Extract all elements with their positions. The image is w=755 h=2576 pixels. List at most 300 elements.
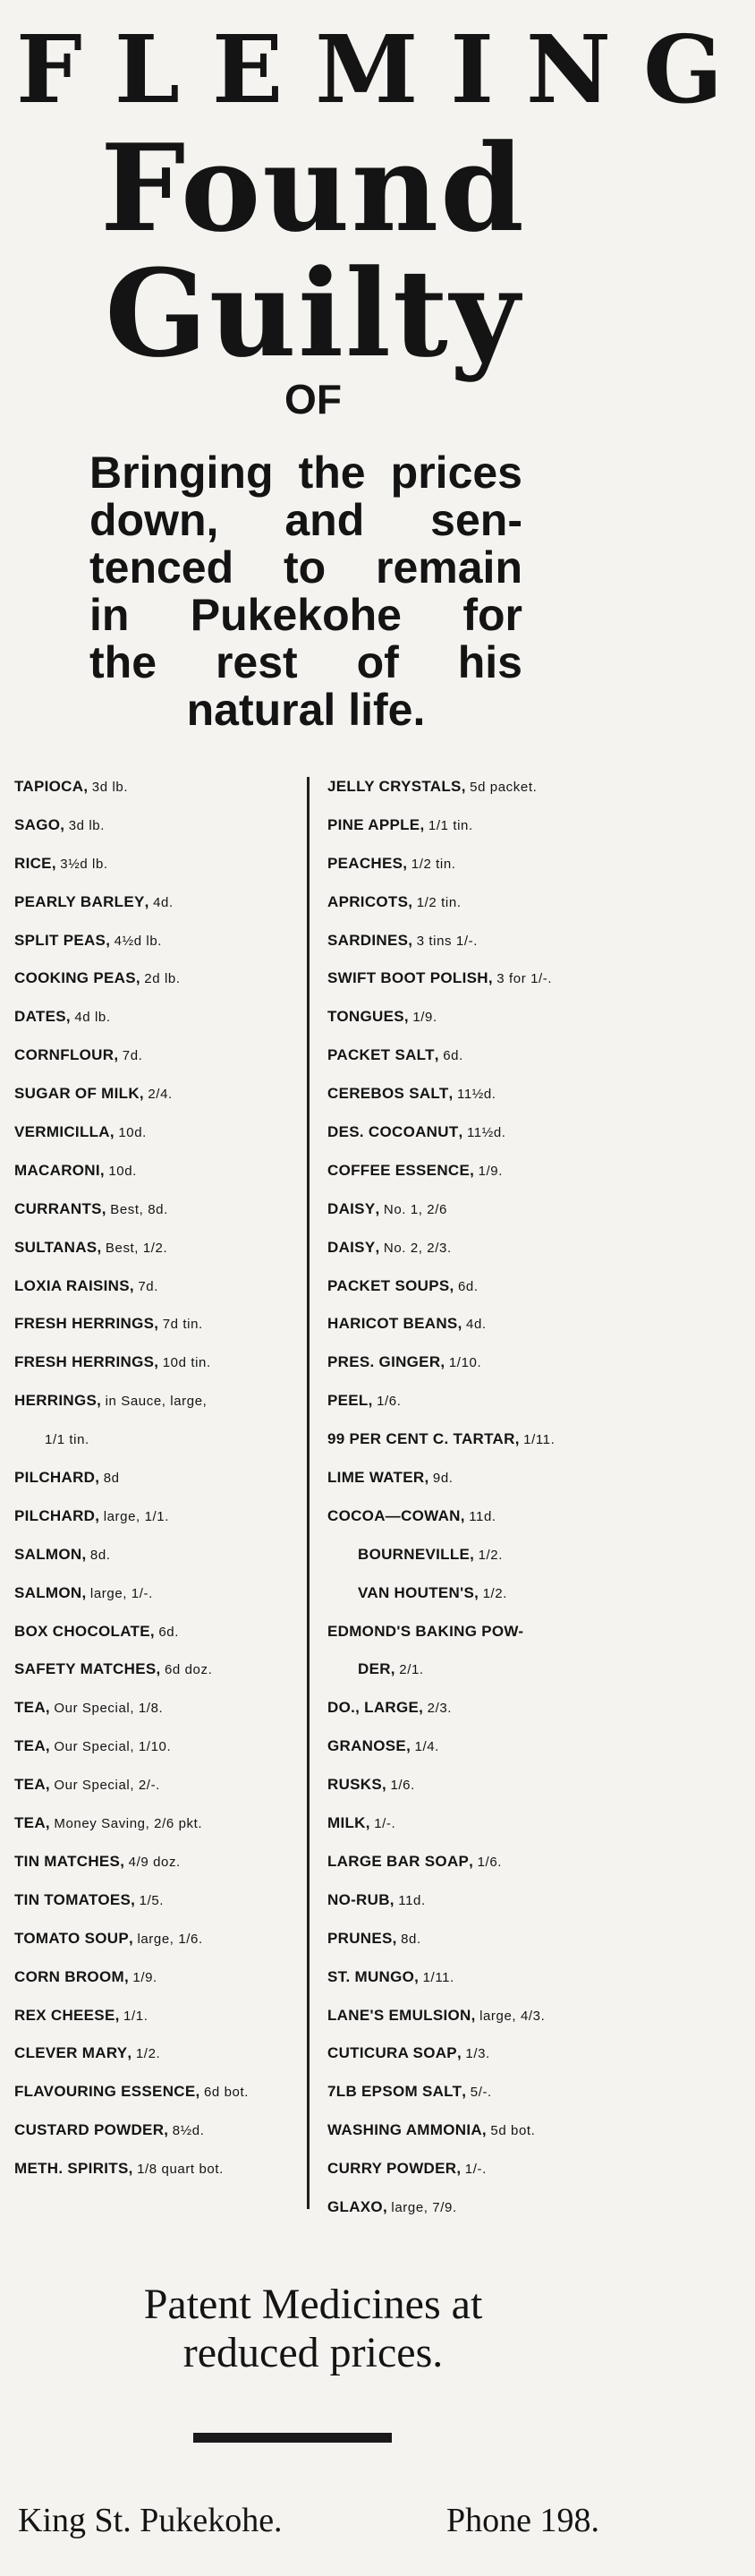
price-list-item <box>14 1651 302 1689</box>
price-list-item <box>327 1613 623 1651</box>
item-price: 6d. <box>158 1624 179 1640</box>
price-list-item <box>14 1113 302 1152</box>
footer-divider <box>193 2433 392 2443</box>
price-list-item <box>14 998 302 1036</box>
item-price: 7d. <box>122 1048 143 1064</box>
price-list-item <box>327 1920 623 1958</box>
price-list-item <box>14 1920 302 1958</box>
item-separator: , <box>65 1008 75 1026</box>
price-list-item <box>14 1497 302 1536</box>
item-name: BOX CHOCOLATE <box>14 1622 150 1640</box>
item-price: 9d. <box>432 1471 454 1487</box>
shop-phone: Phone 198. <box>446 2502 599 2539</box>
notice-line: reduced prices. <box>182 2329 444 2376</box>
price-list-item <box>14 1305 302 1343</box>
item-price: 5/-. <box>470 2085 492 2101</box>
price-list-item <box>327 922 623 960</box>
notice-line: Patent Medicines at <box>143 2281 483 2328</box>
item-name: CLEVER MARY <box>14 2044 128 2062</box>
item-separator: , <box>95 1506 104 1524</box>
item-name: CURRY POWDER <box>327 2160 457 2178</box>
item-name: WASHING AMMONIA <box>327 2121 482 2139</box>
item-price: 11d. <box>398 1892 426 1908</box>
item-separator: , <box>434 1046 444 1064</box>
price-list-item <box>327 2111 623 2150</box>
item-name: LIME WATER <box>327 1469 425 1487</box>
item-separator: , <box>365 1814 375 1832</box>
price-list-item <box>14 1152 302 1190</box>
item-separator: , <box>368 1392 378 1410</box>
price-list-item <box>327 768 623 806</box>
item-price: 1/9. <box>412 1010 437 1026</box>
item-separator: , <box>135 969 145 987</box>
item-name: PACKET SALT <box>327 1046 435 1064</box>
item-price: large, 1/-. <box>89 1585 153 1601</box>
item-name: SALMON <box>14 1545 82 1563</box>
price-list-item <box>327 1958 623 1997</box>
item-name: CORN BROOM <box>14 1967 124 1985</box>
item-separator: , <box>115 2006 124 2024</box>
item-separator: , <box>101 1199 111 1217</box>
patent-medicines-notice <box>0 2281 626 2377</box>
item-price: Our Special, 1/10. <box>54 1739 172 1755</box>
item-name: DER <box>358 1660 391 1678</box>
price-list-item <box>327 1343 623 1382</box>
price-list-item <box>327 1997 623 2035</box>
item-name: VERMICILLA <box>14 1123 110 1141</box>
item-price: 11d. <box>469 1508 496 1524</box>
item-price: large, 4/3. <box>479 2008 546 2024</box>
item-separator: , <box>131 1890 140 1908</box>
item-separator: , <box>154 1315 163 1333</box>
item-separator: , <box>154 1353 163 1371</box>
item-name: JELLY CRYSTALS <box>327 778 462 795</box>
item-price: 3½d lb. <box>60 856 108 872</box>
item-separator: , <box>420 815 428 833</box>
price-list-item <box>327 1536 623 1574</box>
item-price: 5d bot. <box>490 2123 536 2139</box>
item-separator: , <box>408 892 417 910</box>
item-name: TEA <box>14 1699 46 1717</box>
item-separator: , <box>97 1392 106 1410</box>
item-name: COOKING PEAS <box>14 969 136 987</box>
item-name: CEREBOS SALT <box>327 1085 449 1103</box>
tagline-line: natural life. <box>186 685 426 735</box>
item-separator: , <box>375 1199 384 1217</box>
price-list-right-column <box>327 768 623 2227</box>
item-price: 10d. <box>118 1125 147 1141</box>
item-separator: , <box>474 1583 483 1601</box>
price-list-item <box>327 2034 623 2073</box>
item-separator: , <box>149 1622 159 1640</box>
item-name: PEEL <box>327 1392 369 1410</box>
item-name: LANE'S EMULSION <box>327 2006 471 2024</box>
item-separator: , <box>81 1545 90 1563</box>
item-separator: , <box>51 854 61 872</box>
item-name: SALMON <box>14 1583 82 1601</box>
item-separator: , <box>440 1353 449 1371</box>
headline-name: FLEMING <box>16 14 755 124</box>
item-price: 10d. <box>108 1163 137 1179</box>
price-list-item <box>14 1229 302 1267</box>
item-separator: , <box>392 1929 402 1947</box>
item-price: 6d bot. <box>203 2085 250 2101</box>
item-separator: , <box>419 1699 428 1717</box>
item-price: 4d. <box>153 894 174 910</box>
price-list-item <box>327 1651 623 1689</box>
price-list-item <box>14 1958 302 1997</box>
item-separator: , <box>45 1737 55 1755</box>
item-name: SAFETY MATCHES <box>14 1660 157 1678</box>
item-price: 1/4. <box>414 1739 439 1755</box>
item-name: TOMATO SOUP <box>14 1929 129 1947</box>
item-name: GRANOSE <box>327 1737 407 1755</box>
item-price: 11½d. <box>456 1087 496 1103</box>
item-separator: , <box>114 1046 123 1064</box>
item-name: 7LB EPSOM SALT <box>327 2083 462 2101</box>
item-price: 4d lb. <box>74 1010 111 1026</box>
item-separator: , <box>470 1545 479 1563</box>
item-price: 2/3. <box>427 1701 453 1717</box>
item-name: PILCHARD <box>14 1469 96 1487</box>
price-list-item <box>14 1689 302 1727</box>
item-separator: , <box>128 2160 138 2178</box>
item-separator: , <box>164 2121 173 2139</box>
item-separator: , <box>81 1583 90 1601</box>
item-name: 99 PER CENT C. TARTAR <box>327 1430 515 1448</box>
item-separator: , <box>139 1085 148 1103</box>
item-separator: , <box>382 2197 392 2215</box>
item-separator: , <box>120 1852 129 1870</box>
price-list-item <box>14 960 302 998</box>
price-list-item <box>327 1113 623 1152</box>
price-list-item <box>327 1574 623 1613</box>
item-name: BOURNEVILLE <box>358 1545 471 1563</box>
item-separator: , <box>390 1660 400 1678</box>
item-separator: , <box>414 1967 423 1985</box>
item-name: FRESH HERRINGS <box>14 1315 155 1333</box>
item-name: LARGE BAR SOAP <box>327 1852 470 1870</box>
item-name: PEARLY BARLEY <box>14 892 145 910</box>
item-name: DES. COCOANUT <box>327 1123 459 1141</box>
price-list-item <box>14 1459 302 1497</box>
price-list-item <box>327 2073 623 2111</box>
item-name: PRUNES <box>327 1929 393 1947</box>
item-separator: , <box>469 1852 478 1870</box>
item-name: DAISY <box>327 1238 376 1256</box>
price-list-item <box>327 1727 623 1766</box>
item-name: CURRANTS <box>14 1199 102 1217</box>
item-price: 1/10. <box>448 1355 482 1371</box>
item-name: METH. SPIRITS <box>14 2160 129 2178</box>
item-separator: , <box>45 1814 55 1832</box>
price-list-item <box>14 2034 302 2073</box>
item-separator: , <box>488 969 497 987</box>
price-list-item <box>14 806 302 845</box>
price-list-item <box>327 1689 623 1727</box>
price-list-item <box>14 1766 302 1804</box>
price-list-item <box>327 1036 623 1075</box>
item-price: large, 7/9. <box>391 2199 457 2215</box>
price-list-item <box>14 1343 302 1382</box>
item-separator: , <box>403 854 411 872</box>
tagline-line: in Pukekohe for <box>89 590 522 640</box>
item-separator: , <box>95 1469 104 1487</box>
price-list-item <box>327 1075 623 1113</box>
price-list-item <box>14 2150 302 2188</box>
item-name: TEA <box>14 1737 46 1755</box>
price-list-item <box>327 1459 623 1497</box>
headline-found: Found <box>100 117 526 259</box>
price-list <box>0 768 626 2218</box>
item-name: VAN HOUTEN'S <box>358 1583 475 1601</box>
item-price: 1/11. <box>523 1432 556 1448</box>
item-price: 3d lb. <box>68 817 106 833</box>
item-name: DAISY <box>327 1199 376 1217</box>
item-separator: , <box>144 892 154 910</box>
item-name: TIN TOMATOES <box>14 1890 131 1908</box>
item-separator: , <box>458 1123 467 1141</box>
item-separator: , <box>481 2121 491 2139</box>
item-name: HERRINGS <box>14 1392 98 1410</box>
item-separator: , <box>60 815 69 833</box>
item-separator: , <box>123 1967 133 1985</box>
item-price: 1/-. <box>464 2162 487 2178</box>
item-name: TEA <box>14 1776 46 1794</box>
item-name: COFFEE ESSENCE <box>327 1161 471 1179</box>
item-price: Money Saving, 2/6 pkt. <box>54 1816 203 1832</box>
item-price: No. 2, 2/3. <box>383 1240 452 1256</box>
item-name: ST. MUNGO <box>327 1967 415 1985</box>
item-separator: , <box>408 931 417 949</box>
price-list-item <box>14 1613 302 1651</box>
item-price: 2d lb. <box>144 971 181 987</box>
price-list-item <box>327 1190 623 1229</box>
item-name: PILCHARD <box>14 1506 96 1524</box>
price-list-item <box>327 1420 623 1459</box>
item-price: 1/8 quart bot. <box>137 2162 224 2178</box>
item-name: PRES. GINGER <box>327 1353 441 1371</box>
item-separator: , <box>195 2083 204 2101</box>
price-list-item <box>14 1574 302 1613</box>
item-price: No. 1, 2/6 <box>383 1201 447 1217</box>
item-separator: , <box>457 1315 467 1333</box>
item-separator: , <box>45 1776 55 1794</box>
price-list-item <box>327 1229 623 1267</box>
item-price: 1/9. <box>132 1969 157 1985</box>
item-separator: , <box>448 1085 457 1103</box>
item-separator: , <box>424 1469 433 1487</box>
price-list-item <box>14 2111 302 2150</box>
shop-address: King St. Pukekohe. <box>18 2502 283 2539</box>
item-separator: , <box>461 778 471 795</box>
item-name: MACARONI <box>14 1161 100 1179</box>
item-name: CUSTARD POWDER <box>14 2121 165 2139</box>
item-price: 3 for 1/-. <box>496 971 553 987</box>
item-price: Our Special, 2/-. <box>54 1778 160 1794</box>
item-separator: , <box>389 1890 399 1908</box>
price-list-item <box>14 1536 302 1574</box>
item-name: TAPIOCA <box>14 778 84 795</box>
item-price: 8d. <box>89 1547 111 1563</box>
item-separator: , <box>471 2006 480 2024</box>
item-price: Best, 1/2. <box>105 1240 168 1256</box>
item-price: 7d tin. <box>162 1317 203 1333</box>
price-list-left-column <box>14 768 302 2188</box>
tagline-line: Bringing the prices <box>89 448 522 498</box>
item-name: TEA <box>14 1814 46 1832</box>
item-price: 6d doz. <box>164 1662 213 1678</box>
item-separator: , <box>375 1238 384 1256</box>
item-price: 1/3. <box>465 2046 490 2062</box>
price-list-item <box>327 1881 623 1920</box>
item-name: FRESH HERRINGS <box>14 1353 155 1371</box>
item-separator: , <box>45 1699 55 1717</box>
price-list-item <box>327 960 623 998</box>
item-name: SPLIT PEAS <box>14 931 106 949</box>
item-price: 6d. <box>457 1278 479 1294</box>
item-separator: , <box>106 931 115 949</box>
item-price: large, 1/6. <box>137 1931 203 1947</box>
price-list-item <box>14 883 302 922</box>
item-separator: , <box>156 1660 165 1678</box>
item-price: large, 1/1. <box>103 1508 169 1524</box>
item-price: 8d. <box>401 1931 421 1947</box>
item-name: MILK <box>327 1814 366 1832</box>
item-price: 1/2 tin. <box>416 894 462 910</box>
item-name: PEACHES <box>327 854 403 872</box>
item-separator: , <box>403 1008 413 1026</box>
item-name: REX CHEESE <box>14 2006 115 2024</box>
item-price: 6d. <box>443 1048 463 1064</box>
item-separator: , <box>460 1506 470 1524</box>
price-list-item <box>327 998 623 1036</box>
item-name: SAGO <box>14 815 61 833</box>
item-name: HARICOT BEANS <box>327 1315 458 1333</box>
item-name: DO., LARGE <box>327 1699 420 1717</box>
item-separator: , <box>128 1929 138 1947</box>
item-name: RUSKS <box>327 1776 383 1794</box>
item-price: 11½d. <box>466 1125 506 1141</box>
price-list-item <box>327 1152 623 1190</box>
item-separator: , <box>83 778 92 795</box>
item-price: 1/6. <box>377 1394 402 1410</box>
item-price: 2/1. <box>399 1662 424 1678</box>
tagline-line: tenced to remain <box>89 542 522 593</box>
price-list-item <box>14 1036 302 1075</box>
price-list-item <box>327 883 623 922</box>
price-list-item <box>14 1267 302 1306</box>
item-name: PINE APPLE <box>327 815 420 833</box>
item-separator: , <box>406 1737 415 1755</box>
price-list-item <box>14 1075 302 1113</box>
price-list-item <box>327 1267 623 1306</box>
item-name: SWIFT BOOT POLISH <box>327 969 488 987</box>
price-list-item <box>14 1804 302 1843</box>
price-list-item <box>327 1305 623 1343</box>
item-price: 3 tins 1/-. <box>416 933 478 949</box>
item-price: 1/2. <box>135 2046 161 2062</box>
item-separator: , <box>99 1161 109 1179</box>
item-name: SARDINES <box>327 931 409 949</box>
item-name: CORNFLOUR <box>14 1046 115 1064</box>
price-list-item <box>14 768 302 806</box>
item-price: 8½d. <box>172 2123 205 2139</box>
item-price: 1/2. <box>478 1547 504 1563</box>
item-price: 1/-. <box>374 1816 396 1832</box>
price-list-item <box>14 922 302 960</box>
item-name: LOXIA RAISINS <box>14 1276 130 1294</box>
item-separator: , <box>382 1776 391 1794</box>
item-separator: , <box>470 1161 479 1179</box>
price-list-item <box>14 1420 302 1459</box>
item-separator: , <box>127 2044 136 2062</box>
item-name: CUTICURA SOAP <box>327 2044 457 2062</box>
price-list-item <box>14 1382 302 1420</box>
item-name: COCOA—COWAN <box>327 1506 461 1524</box>
price-list-item <box>14 1727 302 1766</box>
item-separator: , <box>514 1430 524 1448</box>
item-name: NO-RUB <box>327 1890 390 1908</box>
price-list-item <box>327 1843 623 1881</box>
price-list-item <box>327 845 623 883</box>
item-price: Our Special, 1/8. <box>54 1701 164 1717</box>
item-name: PACKET SOUPS <box>327 1276 450 1294</box>
item-price: 1/5. <box>139 1892 165 1908</box>
price-list-item <box>327 1382 623 1420</box>
price-list-item <box>327 1766 623 1804</box>
item-price: 5d packet. <box>470 780 538 795</box>
item-price: 1/1 tin. <box>45 1432 89 1448</box>
item-price: 1/11. <box>422 1969 454 1985</box>
price-list-item <box>14 1881 302 1920</box>
price-list-item <box>14 1190 302 1229</box>
price-list-item <box>327 2188 623 2227</box>
item-price: 1/9. <box>478 1163 503 1179</box>
item-price: 1/2 tin. <box>411 856 456 872</box>
price-list-item <box>327 806 623 845</box>
item-price: 2/4. <box>148 1087 173 1103</box>
item-price: 1/6. <box>390 1778 415 1794</box>
item-price: 3d lb. <box>91 780 129 795</box>
item-name: APRICOTS <box>327 892 409 910</box>
tagline-line: the rest of his <box>89 637 522 687</box>
price-list-item <box>14 1997 302 2035</box>
item-separator: , <box>109 1123 119 1141</box>
price-list-item <box>14 1843 302 1881</box>
item-separator: , <box>129 1276 139 1294</box>
price-list-item <box>327 1497 623 1536</box>
item-separator: , <box>97 1238 106 1256</box>
item-name: TONGUES <box>327 1008 404 1026</box>
price-list-item <box>327 2150 623 2188</box>
item-name: SUGAR OF MILK <box>14 1085 140 1103</box>
item-separator: , <box>449 1276 458 1294</box>
item-price: 4½d lb. <box>114 933 163 949</box>
item-name: EDMOND'S BAKING POW- <box>327 1622 524 1640</box>
price-list-item <box>14 2073 302 2111</box>
headline-guilty: Guilty <box>105 243 522 384</box>
item-price: 1/6. <box>477 1854 503 1870</box>
item-name: GLAXO <box>327 2197 383 2215</box>
item-name: FLAVOURING ESSENCE <box>14 2083 196 2101</box>
item-name: TIN MATCHES <box>14 1852 121 1870</box>
item-name: SULTANAS <box>14 1238 98 1256</box>
price-list-item <box>327 1804 623 1843</box>
item-price: 8d <box>103 1471 120 1487</box>
column-divider <box>307 777 310 2209</box>
item-name: DATES <box>14 1008 66 1026</box>
